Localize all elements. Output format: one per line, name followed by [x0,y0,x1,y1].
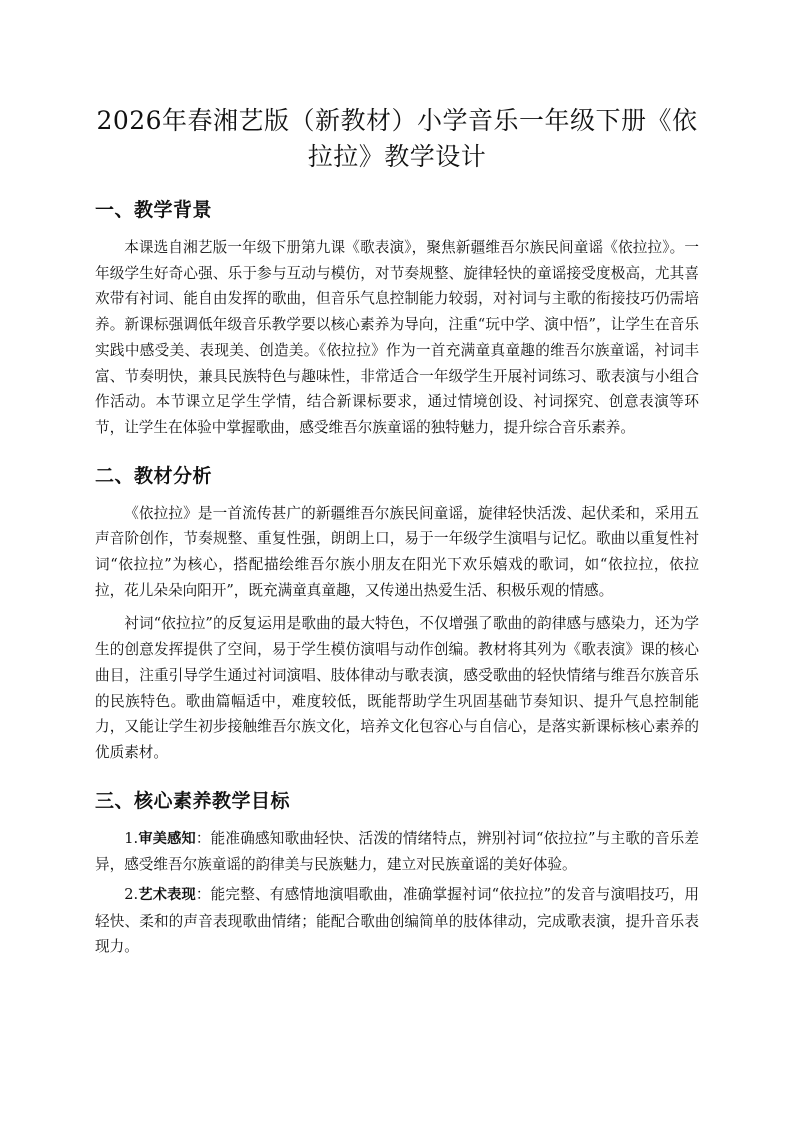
goal-text: ：能准确感知歌曲轻快、活泼的情绪特点，辨别衬词“依拉拉”与主歌的音乐差异，感受维吾尔族童谣的韵律美与民族魅力，建立对民族童谣的美好体验。 [95,829,699,874]
section-core-goals [95,788,699,961]
body-paragraph: 《依拉拉》是一首流传甚广的新疆维吾尔族民间童谣，旋律轻快活泼、起伏柔和，采用五声音阶创作，节奏规整、重复性强，朗朗上口，易于一年级学生演唱与记忆。歌曲以重复性衬词“依拉拉”为核心，搭配描绘维吾尔族小朋友在阳光下欢乐嬉戏的歌词，如“依拉拉，依拉拉，花儿朵朵向阳开”，既充满童真童趣，又传递出热爱生活、积极乐观的情感。 [95,504,699,599]
section-material-analysis [95,463,699,766]
body-paragraph: 本课选自湘艺版一年级下册第九课《歌表演》，聚焦新疆维吾尔族民间童谣《依拉拉》。一年级学生好奇心强、乐于参与互动与模仿，对节奏规整、旋律轻快的童谣接受度极高，尤其喜欢带有衬词、能自由发挥的歌曲，但音乐气息控制能力较弱，对衬词与主歌的衔接技巧仍需培养。新课标强调低年级音乐教学要以核心素养为导向，注重“玩中学、演中悟”，让学生在音乐实践中感受美、表现美、创造美。《依拉拉》作为一首充满童真童趣的维吾尔族童谣，衬词丰富、节奏明快，兼具民族特色与趣味性，非常适合一年级学生开展衬词练习、歌表演与小组合作活动。本节课立足学生学情，结合新课标要求，通过情境创设、衬词探究、创意表演等环节，让学生在体验中掌握歌曲，感受维吾尔族童谣的独特魅力，提升综合音乐素养。 [95,239,699,436]
section-heading: 三、核心素养教学目标 [95,789,291,812]
body-paragraph: 衬词“依拉拉”的反复运用是歌曲的最大特色，不仅增强了歌曲的韵律感与感染力，还为学生的创意发挥提供了空间，易于学生模仿演唱与动作创编。教材将其列为《歌表演》课的核心曲目，注重引导学生通过衬词演唱、肢体律动与歌表演，感受歌曲的轻快情绪与维吾尔族音乐的民族特色。歌曲篇幅适中，难度较低，既能帮助学生巩固基础节奏知识、提升气息控制能力，又能让学生初步接触维吾尔族文化，培养文化包容心与自信心，是落实新课标核心素养的优质素材。 [95,615,699,761]
goal-label: 艺术表现 [138,887,196,904]
goal-text: ：能完整、有感情地演唱歌曲，准确掌握衬词“依拉拉”的发音与演唱技巧，用轻快、柔和的声音表现歌曲情绪；能配合歌曲创编简单的肢体律动，完成歌表演，提升音乐表现力。 [95,886,699,956]
goal-label: 审美感知 [138,830,196,847]
document-title: 2026年春湘艺版（新教材）小学音乐一年级下册《依拉拉》教学设计 [96,106,698,171]
goal-item [95,826,699,878]
goal-number: 2. [124,886,139,904]
section-heading: 二、教材分析 [95,464,213,487]
goal-item [95,882,699,960]
goal-number: 1. [124,829,139,847]
section-heading: 一、教学背景 [95,199,213,221]
section-teaching-background [95,197,699,441]
